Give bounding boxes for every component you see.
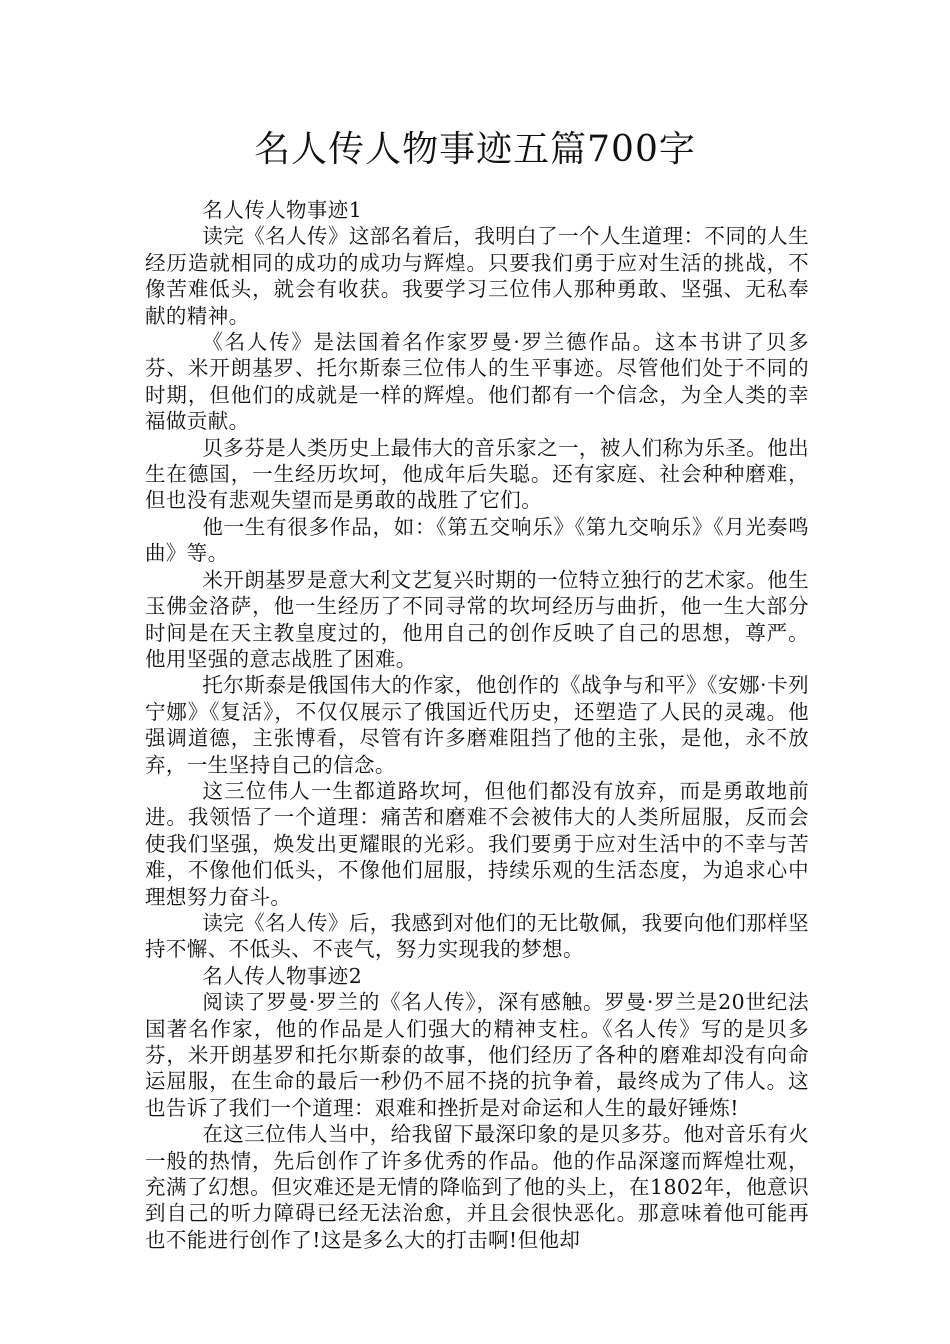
paragraph: 《名人传》是法国着名作家罗曼·罗兰德作品。这本书讲了贝多芬、米开朗基罗、托尔斯泰三位伟人的生平事迹。尽管他们处于不同的时期，但他们的成就是一样的辉煌。他们都有一个信念，为全人类的幸福做贡献。	[145, 330, 809, 434]
paragraph: 他一生有很多作品，如：《第五交响乐》《第九交响乐》《月光奏鸣曲》等。	[145, 514, 809, 566]
section-heading-1: 名人传人物事迹1	[202, 198, 363, 222]
paragraph: 阅读了罗曼·罗兰的《名人传》，深有感触。罗曼·罗兰是20世纪法国著名作家，他的作品是人们强大的精神支柱。《名人传》写的是贝多芬，米开朗基罗和托尔斯泰的故事，他们经历了各种的磨难却没有向命运屈服，在生命的最后一秒仍不屈不挠的抗争着，最终成为了伟人。这也告诉了我们一个道理：艰难和挫折是对命运和人生的最好锤炼!	[145, 990, 809, 1120]
paragraph: 托尔斯泰是俄国伟大的作家，他创作的《战争与和平》《安娜·卡列宁娜》《复活》，不仅仅展示了俄国近代历史，还塑造了人民的灵魂。他强调道德，主张博看，尽管有许多磨难阻挡了他的主张，是他，永不放弃，一生坚持自己的信念。	[145, 673, 809, 777]
paragraph: 米开朗基罗是意大利文艺复兴时期的一位特立独行的艺术家。他生玉佛金洛萨，他一生经历了不同寻常的坎坷经历与曲折，他一生大部分时间是在天主教皇度过的，他用自己的创作反映了自己的思想，尊严。他用坚强的意志战胜了困难。	[145, 567, 809, 671]
paragraph: 读完《名人传》这部名着后，我明白了一个人生道理：不同的人生经历造就相同的成功的成功与辉煌。只要我们勇于应对生活的挑战，不像苦难低头，就会有收获。我要学习三位伟人那种勇敢、坚强、无私奉献的精神。	[145, 224, 809, 328]
paragraph: 这三位伟人一生都道路坎坷，但他们都没有放弃，而是勇敢地前进。我领悟了一个道理：痛苦和磨难不会被伟大的人类所屈服，反而会使我们坚强，焕发出更耀眼的光彩。我们要勇于应对生活中的不幸与苦难，不像他们低头，不像他们屈服，持续乐观的生活态度，为追求心中理想努力奋斗。	[145, 778, 809, 909]
section-heading-2: 名人传人物事迹2	[202, 963, 363, 988]
paragraph: 读完《名人传》后，我感到对他们的无比敬佩，我要向他们那样坚持不懈、不低头、不丧气，努力实现我的梦想。	[145, 910, 809, 962]
paragraph: 在这三位伟人当中，给我留下最深印象的是贝多芬。他对音乐有火一般的热情，先后创作了许多优秀的作品。他的作品深邃而辉煌壮观，充满了幻想。但灾难还是无情的降临到了他的头上，在1802年，他意识到自己的听力障碍已经无法治愈，并且会很快恶化。那意味着他可能再也不能进行创作了!这是多么大的打击啊!但他却	[145, 1122, 809, 1252]
document-title: 名人传人物事迹五篇700字	[254, 129, 696, 170]
document-body	[145, 197, 809, 1253]
paragraph: 贝多芬是人类历史上最伟大的音乐家之一，被人们称为乐圣。他出生在德国，一生经历坎坷，他成年后失聪。还有家庭、社会种种磨难，但也没有悲观失望而是勇敢的战胜了它们。	[145, 435, 809, 513]
